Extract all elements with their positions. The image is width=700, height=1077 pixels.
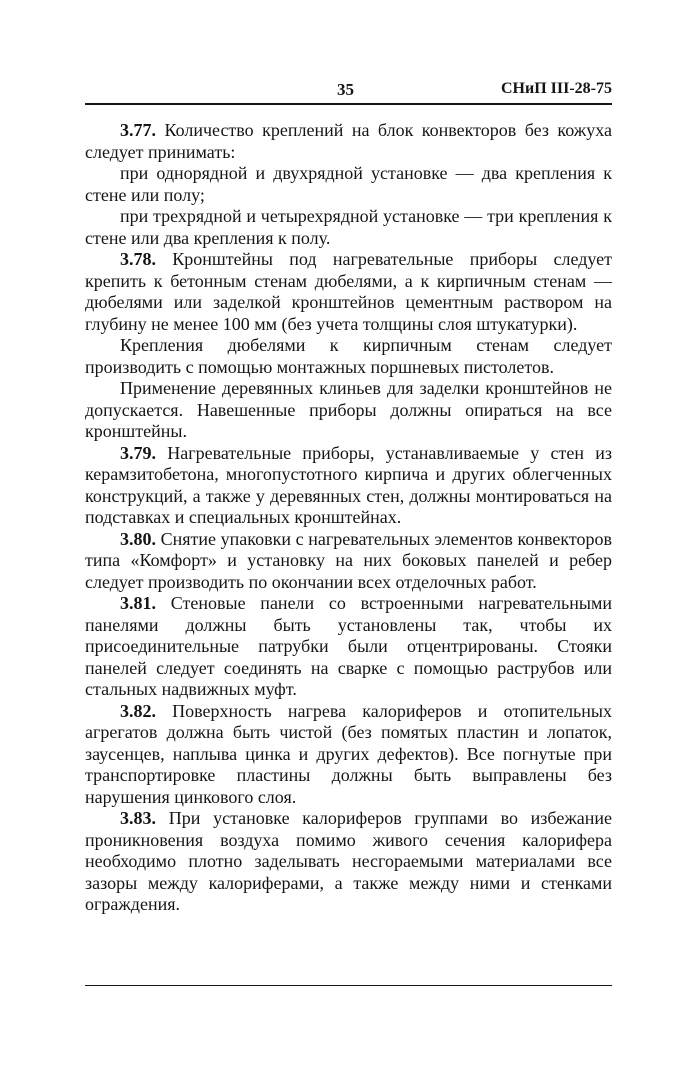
document-page (85, 78, 612, 916)
clause-number: 3.78. (120, 249, 156, 269)
paragraph-3-77-b (85, 206, 612, 249)
paragraph-text: Применение деревянных клиньев для заделки кронштейнов не допускается. Навешенные приборы должны опираться на все кронштейны. (85, 378, 612, 441)
paragraph-text: при трехрядной и четырехрядной установке — три крепления к стене или два крепления к полу. (85, 206, 612, 248)
paragraph-3-78 (85, 249, 612, 335)
footer-rule (85, 985, 612, 986)
paragraph-3-80 (85, 529, 612, 594)
paragraph-text: Стеновые панели со встроенными нагревательными панелями должны быть установлены так, чтобы их присоединительные патрубки были отцентрированы. Стояки панелей следует соединять на сварке с помощью раструбов или стальных надвижных муфт. (85, 593, 612, 699)
page-header (85, 78, 612, 106)
paragraph-text: Поверхность нагрева калориферов и отопительных агрегатов должна быть чистой (без помятых пластин и лопаток, заусенцев, наплыва цинка и других дефектов). Все погнутые при транспортировке пластины должны быть выправлены без нарушения цинкового слоя. (85, 700, 612, 807)
paragraph-3-81 (85, 593, 612, 701)
clause-number: 3.79. (120, 442, 156, 463)
paragraph-3-77 (85, 120, 612, 163)
paragraph-3-83 (85, 808, 612, 916)
header-rule (85, 103, 612, 105)
clause-number: 3.81. (120, 593, 156, 613)
paragraph-text: При установке калориферов группами во избежание проникновения воздуха помимо живого сечения калорифера необходимо плотно заделывать несгораемыми материалами все зазоры между калориферами, а также между ними и стенками ограждения. (85, 808, 613, 914)
paragraph-3-78-a (85, 335, 612, 378)
paragraph-3-82 (85, 701, 612, 809)
clause-number: 3.83. (120, 808, 156, 828)
clause-number: 3.82. (120, 700, 156, 721)
paragraph-text: Снятие упаковки с нагревательных элементов конвекторов типа «Комфорт» и установку на них боковых панелей и ребер следует производить по окончании всех отделочных работ. (85, 528, 612, 592)
paragraph-text: Кронштейны под нагревательные приборы следует крепить к бетонным стенам дюбелями, а к кирпичным стенам — дюбелями или заделкой кронштейнов цементным раствором на глубину не менее 100 мм (без учета толщины слоя штукатурки). (85, 249, 613, 334)
page-number: 35 (337, 80, 354, 99)
clause-number: 3.80. (120, 528, 156, 549)
paragraph-text: Крепления дюбелями к кирпичным стенам следует производить с помощью монтажных поршневых пистолетов. (85, 335, 612, 377)
body-text (85, 120, 612, 916)
paragraph-3-79 (85, 443, 612, 529)
paragraph-3-78-b (85, 378, 612, 443)
paragraph-text: при однорядной и двухрядной установке — два крепления к стене или полу; (85, 163, 612, 205)
paragraph-text: Количество креплений на блок конвекторов без кожуха следует принимать: (85, 120, 613, 162)
clause-number: 3.77. (120, 120, 156, 140)
paragraph-3-77-a (85, 163, 612, 206)
paragraph-text: Нагревательные приборы, устанавливаемые у стен из керамзитобетона, многопустотного кирпича и других облегченных конструкций, а также у деревянных стен, должны монтироваться на подставках и специальных кронштейнах. (85, 442, 612, 527)
document-code: СНиП III-28-75 (501, 80, 612, 97)
